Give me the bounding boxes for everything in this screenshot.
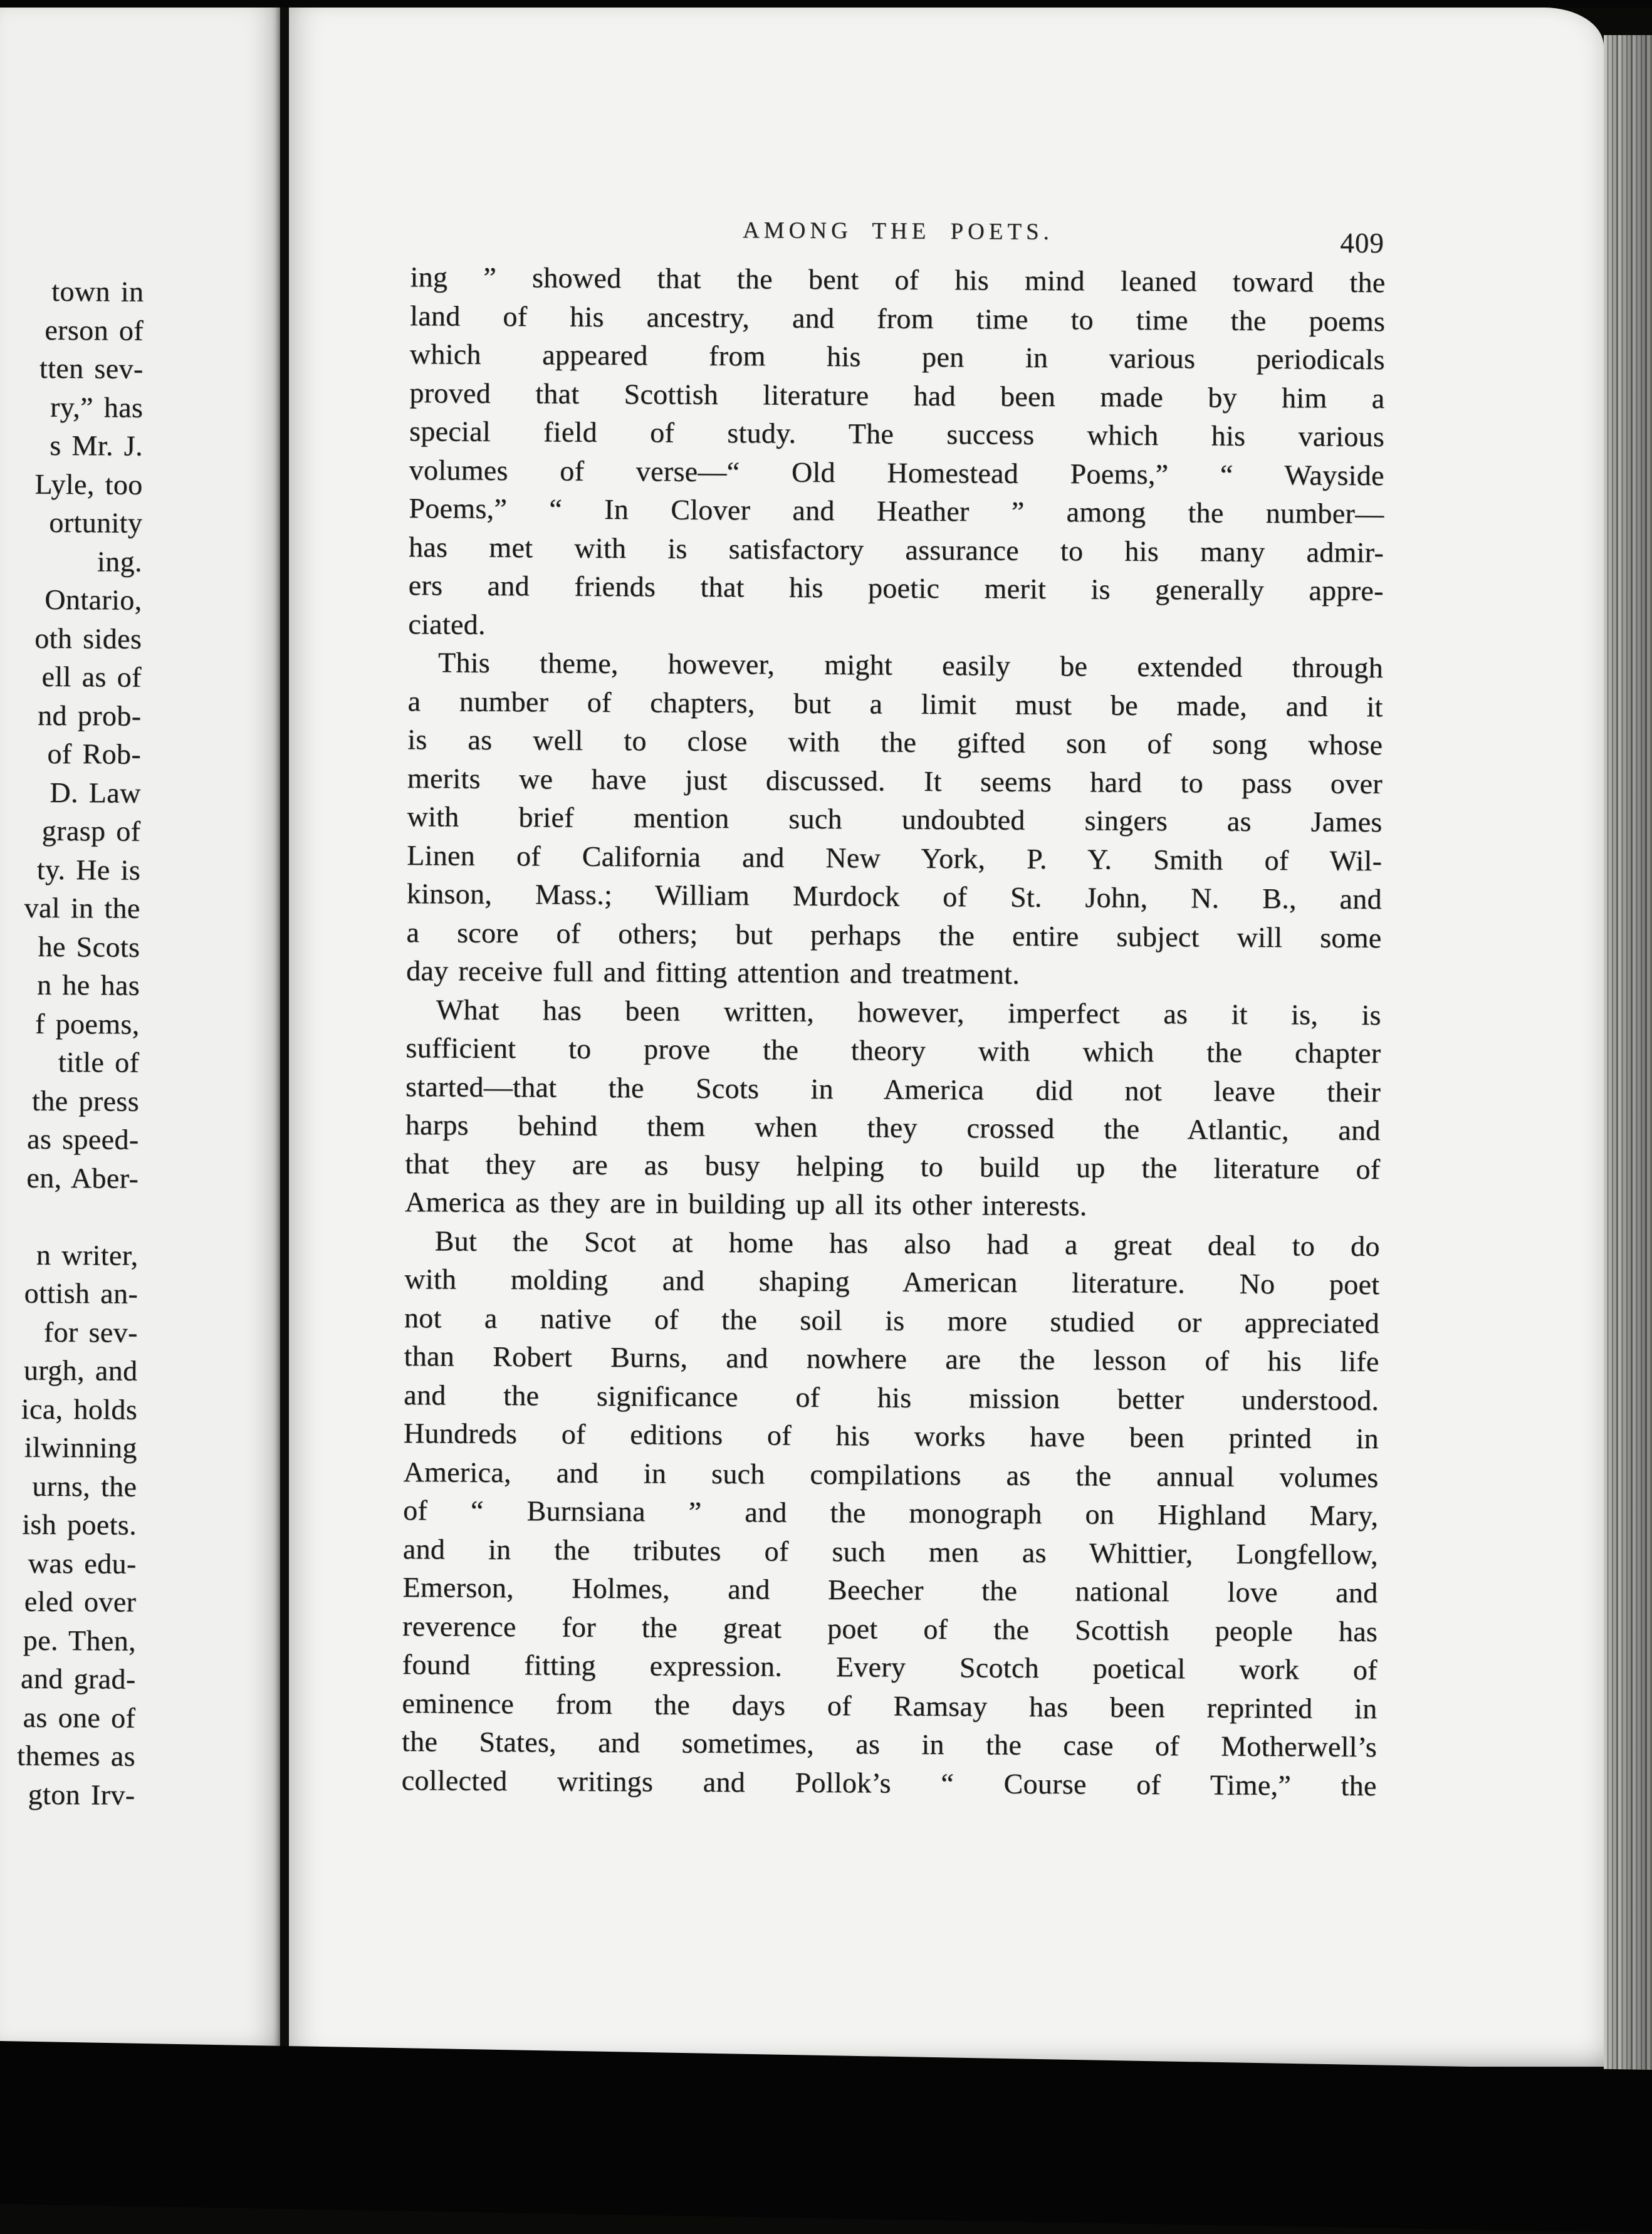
left-page-content bbox=[0, 5, 280, 2054]
text-line: sufficient to prove the theory with which the chapter bbox=[405, 1028, 1381, 1072]
left-page-text-line: of Rob- bbox=[0, 734, 141, 773]
text-line: harps behind them when they crossed the Atlantic, and bbox=[405, 1105, 1381, 1149]
text-line: collected writings and Pollok’s “ Course of Time,” the bbox=[402, 1761, 1377, 1805]
left-page-text-line: ty. He is bbox=[0, 850, 140, 889]
left-page-sliver bbox=[0, 5, 280, 2054]
left-page-text-line: ottish an- bbox=[0, 1273, 138, 1313]
left-page-text-line: tten sev- bbox=[0, 348, 144, 388]
text-line: proved that Scottish literature had been made by him a bbox=[409, 373, 1384, 417]
text-line: Poems,” “ In Clover and Heather ” among the number— bbox=[409, 489, 1384, 533]
left-page-text-line: ell as of bbox=[0, 657, 142, 696]
text-line: kinson, Mass.; William Murdock of St. John, N. B., and bbox=[407, 874, 1382, 918]
left-page-text-line: en, Aber- bbox=[0, 1158, 139, 1198]
book-gutter-shadow bbox=[280, 5, 289, 2049]
text-line: America, and in such compilations as the annual volumes bbox=[403, 1453, 1378, 1496]
text-line: started—that the Scots in America did not leave their bbox=[405, 1067, 1381, 1111]
text-line: which appeared from his pen in various periodicals bbox=[410, 335, 1385, 378]
text-line: This theme, however, might easily be extended through bbox=[408, 643, 1383, 687]
text-line: with molding and shaping American literature. No poet bbox=[404, 1260, 1379, 1303]
text-line: Hundreds of editions of his works have been printed in bbox=[404, 1414, 1379, 1458]
right-page-content bbox=[289, 8, 1604, 2067]
left-page-text-line: Lyle, too bbox=[0, 464, 143, 504]
left-page-text-line: grasp of bbox=[0, 811, 141, 850]
page-header bbox=[410, 215, 1386, 258]
text-line: Emerson, Holmes, and Beecher the national love and bbox=[402, 1568, 1378, 1612]
left-page-text-line: eled over bbox=[0, 1582, 136, 1621]
left-page-text-line: as speed- bbox=[0, 1119, 139, 1159]
left-page-text-line: urns, the bbox=[0, 1466, 137, 1506]
text-line: volumes of verse—“ Old Homestead Poems,” “ Wayside bbox=[409, 451, 1384, 494]
paragraph bbox=[408, 258, 1386, 649]
left-page-fragments bbox=[0, 271, 148, 1814]
text-line: a score of others; but perhaps the entire subject will some bbox=[406, 913, 1381, 957]
left-page-text-line: title of bbox=[0, 1042, 139, 1082]
left-page-text-line: oth sides bbox=[0, 619, 142, 658]
scan-bottom-border bbox=[0, 2040, 1652, 2234]
text-line: not a native of the soil is more studied or appreciated bbox=[404, 1298, 1379, 1342]
paragraph-gap bbox=[0, 1196, 139, 1236]
paragraph bbox=[402, 1221, 1380, 1805]
left-page-text-line: for sev- bbox=[0, 1312, 138, 1352]
page-number: 409 bbox=[1340, 227, 1384, 259]
left-page-text-line: ica, holds bbox=[0, 1389, 137, 1429]
left-page-text-line: erson of bbox=[0, 310, 144, 350]
paragraph bbox=[405, 990, 1381, 1227]
text-line: than Robert Burns, and nowhere are the lesson of his life bbox=[404, 1337, 1379, 1381]
left-page-text-line: town in bbox=[0, 271, 144, 311]
text-line: of “ Burnsiana ” and the monograph on Highland Mary, bbox=[403, 1491, 1378, 1535]
text-line: What has been written, however, imperfect as it is, is bbox=[406, 990, 1381, 1034]
left-page-text-line: f poems, bbox=[0, 1004, 140, 1043]
text-line: has met with is satisfactory assurance to his many admir- bbox=[409, 528, 1384, 572]
text-line: special field of study. The success which his various bbox=[409, 412, 1384, 456]
text-line: a number of chapters, but a limit must be made, and it bbox=[407, 682, 1383, 726]
left-page-text-line: nd prob- bbox=[0, 696, 142, 735]
text-line: eminence from the days of Ramsay has been reprinted in bbox=[402, 1684, 1377, 1728]
text-line: is as well to close with the gifted son of song whose bbox=[407, 720, 1383, 764]
text-line: and in the tributes of such men as Whittier, Longfellow, bbox=[403, 1530, 1378, 1574]
left-page-text-line: as one of bbox=[0, 1698, 135, 1737]
left-page-text-line: ish poets. bbox=[0, 1505, 137, 1544]
text-line: reverence for the great poet of the Scottish people has bbox=[402, 1607, 1378, 1651]
left-page-text-line: and grad- bbox=[0, 1659, 136, 1698]
left-page-text-line: ilwinning bbox=[0, 1428, 137, 1467]
left-page-text-line: he Scots bbox=[0, 927, 140, 966]
left-page-text-line: themes as bbox=[0, 1736, 135, 1775]
left-page-text-line: Ontario, bbox=[0, 580, 142, 619]
left-page-text-line: D. Law bbox=[0, 773, 141, 812]
page-edge-stripes bbox=[1604, 35, 1652, 2101]
text-line: ing ” showed that the bent of his mind leaned toward the bbox=[410, 258, 1385, 301]
text-line: day receive full and fitting attention and treatment. bbox=[406, 951, 1381, 995]
left-page-text-line: the press bbox=[0, 1081, 139, 1120]
left-page-text-line: urgh, and bbox=[0, 1350, 138, 1390]
scan-top-border bbox=[0, 0, 1652, 8]
left-page-text-line: s Mr. J. bbox=[0, 425, 143, 465]
left-page-text-line: gton Irv- bbox=[0, 1775, 135, 1814]
left-page-text-line: ortunity bbox=[0, 503, 142, 542]
text-line: merits we have just discussed. It seems hard to pass over bbox=[407, 759, 1383, 803]
text-line: ers and friends that his poetic merit is generally appre- bbox=[409, 566, 1384, 610]
left-page-text-line: was edu- bbox=[0, 1543, 137, 1583]
right-page bbox=[289, 8, 1604, 2067]
left-page-text-line: pe. Then, bbox=[0, 1621, 136, 1660]
body-text bbox=[402, 258, 1386, 1805]
text-line: But the Scot at home has also had a great deal to do bbox=[404, 1221, 1379, 1265]
text-line: that they are as busy helping to build up the literature of bbox=[405, 1144, 1380, 1188]
text-line: Linen of California and New York, P. Y. Smith of Wil- bbox=[407, 836, 1382, 880]
running-title: AMONG THE POETS. bbox=[743, 217, 1053, 245]
text-line: land of his ancestry, and from time to time the poems bbox=[410, 296, 1385, 340]
text-line: ciated. bbox=[408, 605, 1383, 649]
left-page-text-line: val in the bbox=[0, 888, 140, 927]
text-line: found fitting expression. Every Scotch poetical work of bbox=[402, 1645, 1378, 1689]
text-line: with brief mention such undoubted singers as James bbox=[407, 797, 1382, 841]
text-line: America as they are in building up all its other interests. bbox=[405, 1182, 1380, 1226]
text-line: the States, and sometimes, as in the case of Motherwell’s bbox=[402, 1722, 1377, 1766]
left-page-text-line: ing. bbox=[0, 541, 142, 581]
left-page-text-line: n writer, bbox=[0, 1235, 139, 1275]
left-page-text-line: n he has bbox=[0, 965, 140, 1005]
text-line: and the significance of his mission better understood. bbox=[404, 1375, 1379, 1419]
left-page-text-line: ry,” has bbox=[0, 387, 143, 427]
paragraph bbox=[406, 643, 1383, 995]
